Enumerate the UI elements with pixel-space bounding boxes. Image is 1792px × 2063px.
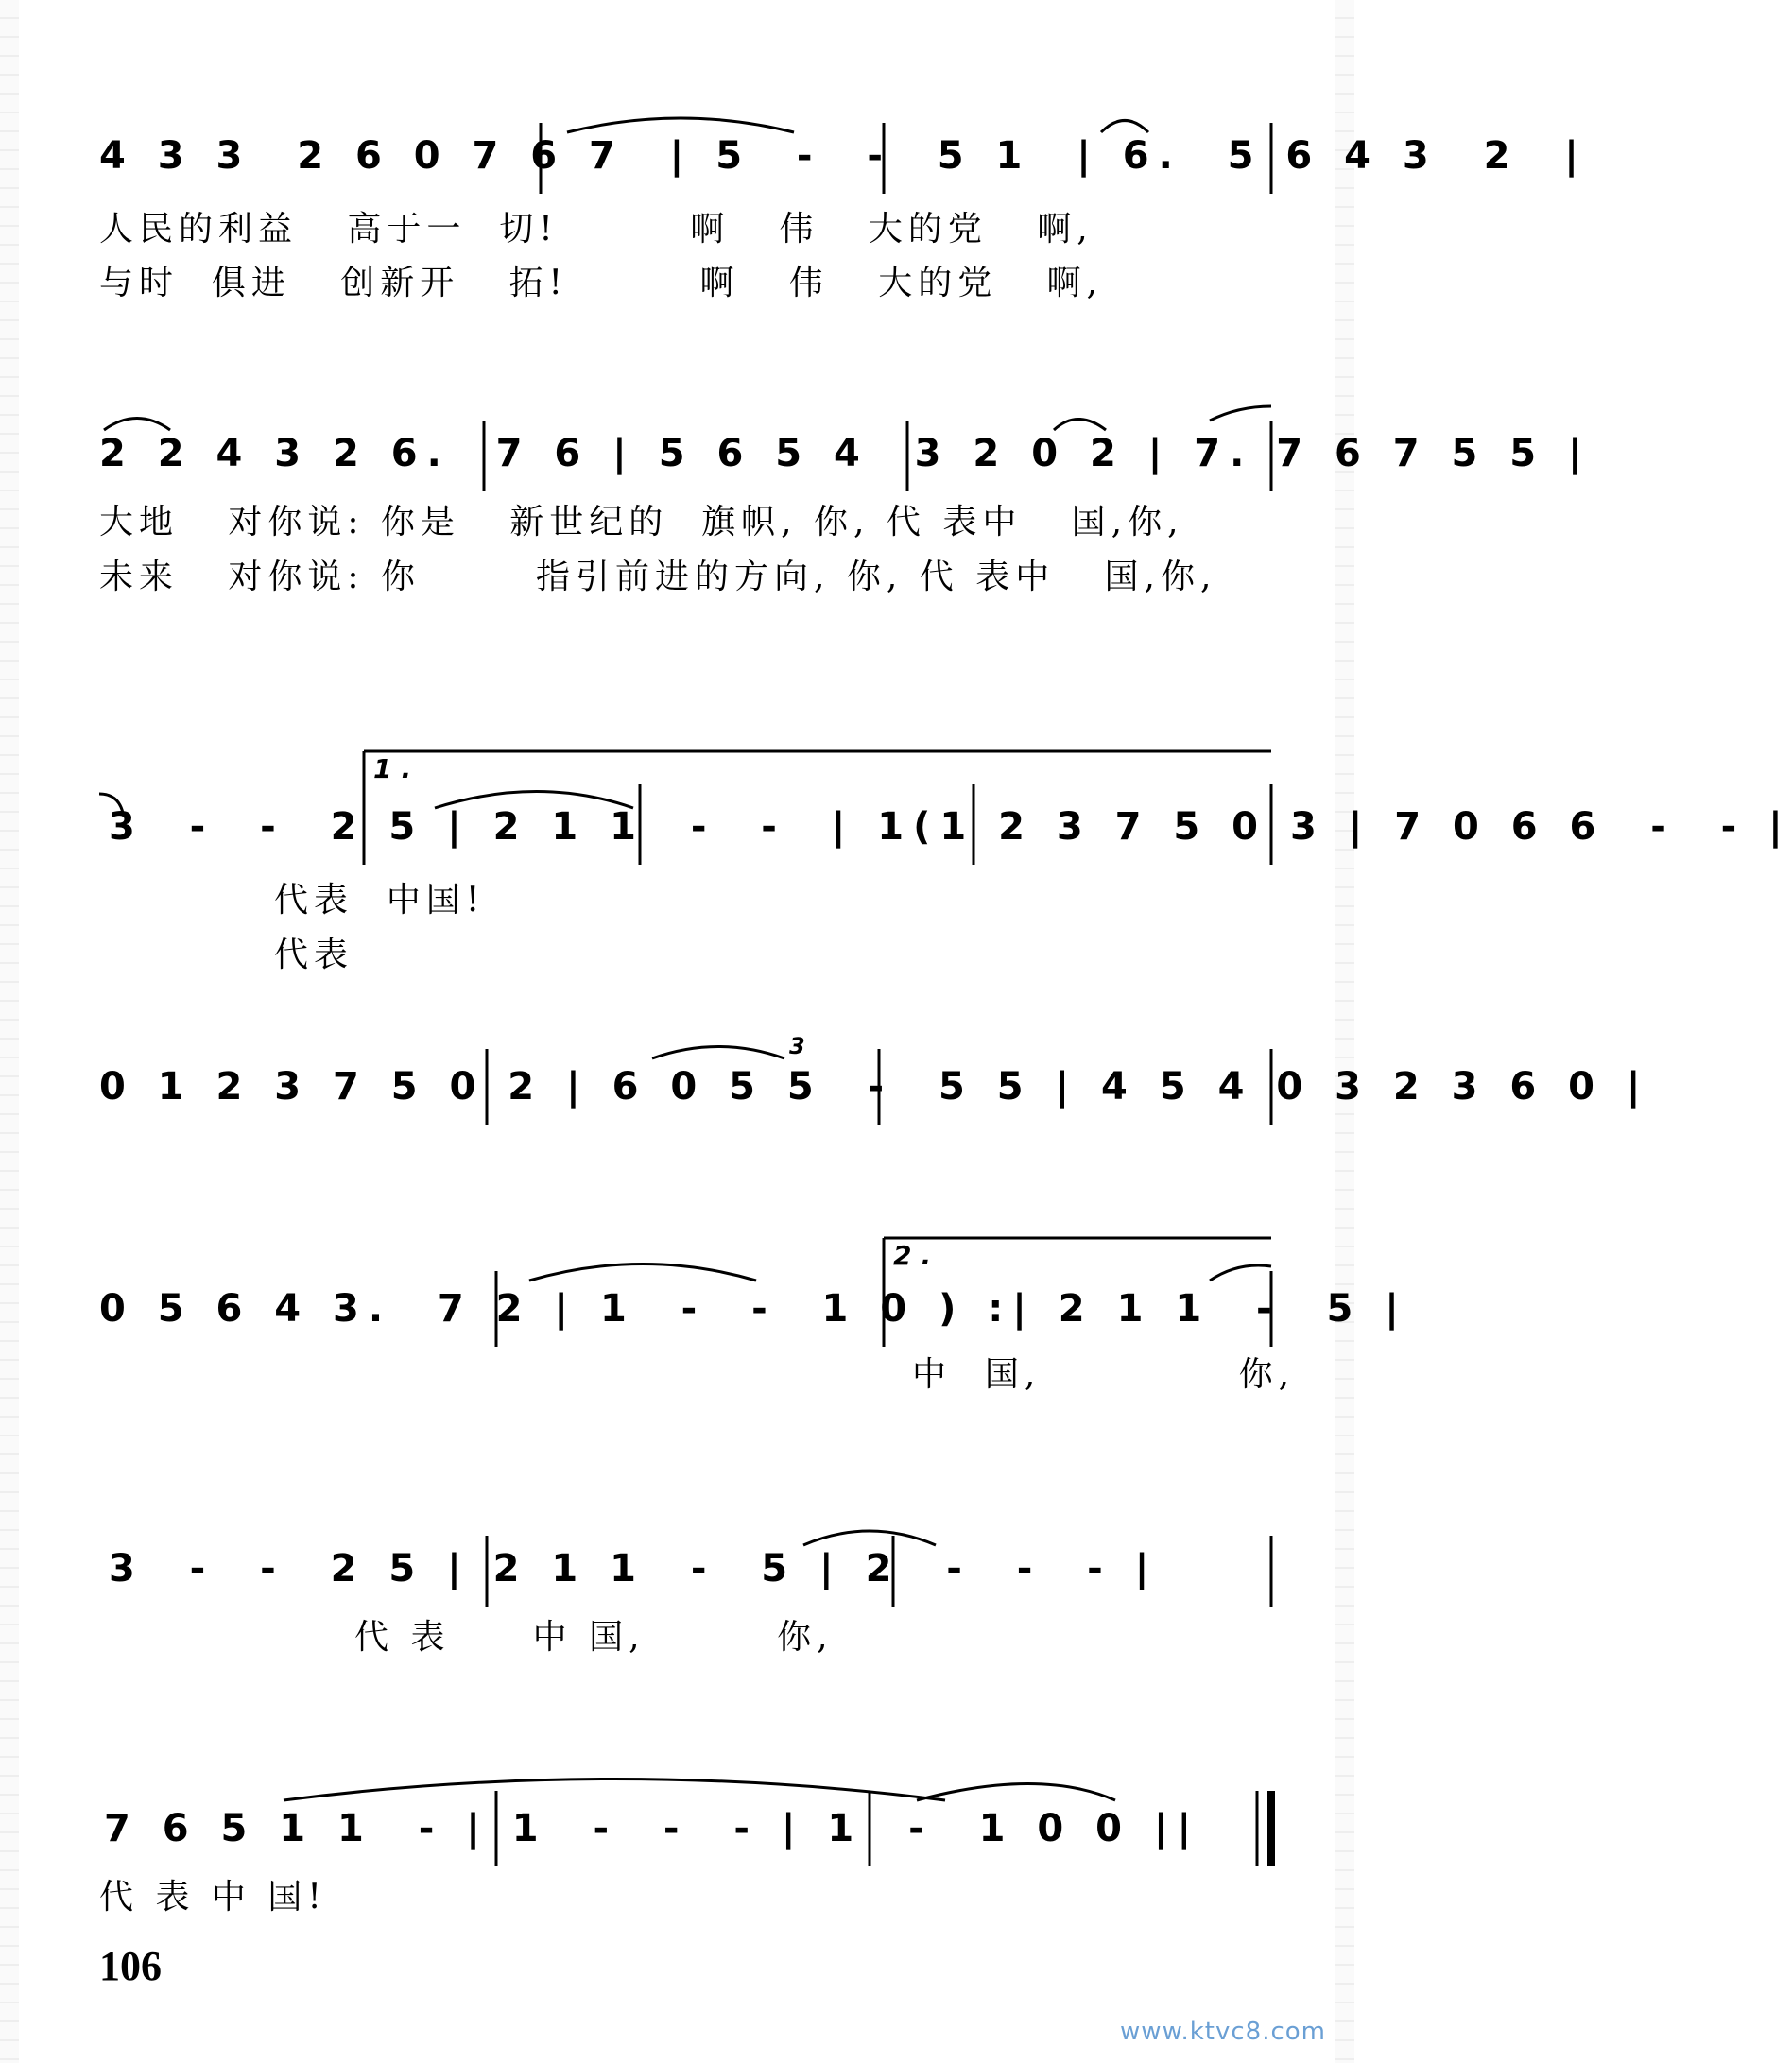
lyric-line-3a: 代表 中国!: [274, 881, 486, 920]
notation-line-7: 7 6 5 1 1 - | 1 - - - | 1 - 1 0 0 ||: [104, 1807, 1201, 1850]
first-ending-mark: 1.: [373, 753, 422, 784]
lyric-line-5: 中 国, 你,: [912, 1355, 1296, 1394]
triplet-mark: 3: [789, 1033, 815, 1059]
notation-line-2: 2 2 4 3 2 6. 7 6 | 5 6 5 4 3 2 0 2 | 7. 7 6 7 5 5 |: [99, 432, 1592, 475]
lyric-line-1a: 人民的利益 高于一 切! 啊 伟 大的党 啊,: [99, 210, 1094, 249]
notation-line-3: 3 - - 2 5 | 2 1 1 - - | 1(1 2 3 7 5 0 3 | 7 0 6 6 - - |: [109, 805, 1792, 849]
notation-line-4: 0 1 2 3 7 5 0 2 | 6 0 5 5 - 5 5 | 4 5 4 0 3 2 3 6 0 |: [99, 1065, 1650, 1109]
site-watermark: www.ktvc8.com: [1120, 2018, 1326, 2046]
lyric-line-2a: 大地 对你说: 你是 新世纪的 旗帜, 你, 代 表中 国,你,: [99, 503, 1184, 542]
page-number: 106: [99, 1943, 162, 1989]
lyric-line-6: 代 表 中 国, 你,: [354, 1618, 834, 1657]
notation-line-5: 0 5 6 4 3. 7 2 | 1 - - 1 0 ) :| 2 1 1 - 5 |: [99, 1287, 1408, 1331]
notation-line-6: 3 - - 2 5 | 2 1 1 - 5 | 2 - - - |: [109, 1547, 1159, 1590]
notation-line-1: 4 3 3 2 6 0 7 6 7 | 5 - - 5 1 | 6. 5 6 4 3 2 |: [99, 134, 1588, 178]
lyric-line-1b: 与时 俱进 创新开 拓! 啊 伟 大的党 啊,: [99, 264, 1103, 302]
lyric-line-2b: 未来 对你说: 你 指引前进的方向, 你, 代 表中 国,你,: [99, 558, 1217, 596]
second-ending-mark: 2.: [893, 1240, 941, 1271]
lyric-line-3b: 代表: [274, 936, 354, 974]
lyric-line-7: 代 表 中 国!: [99, 1878, 327, 1917]
